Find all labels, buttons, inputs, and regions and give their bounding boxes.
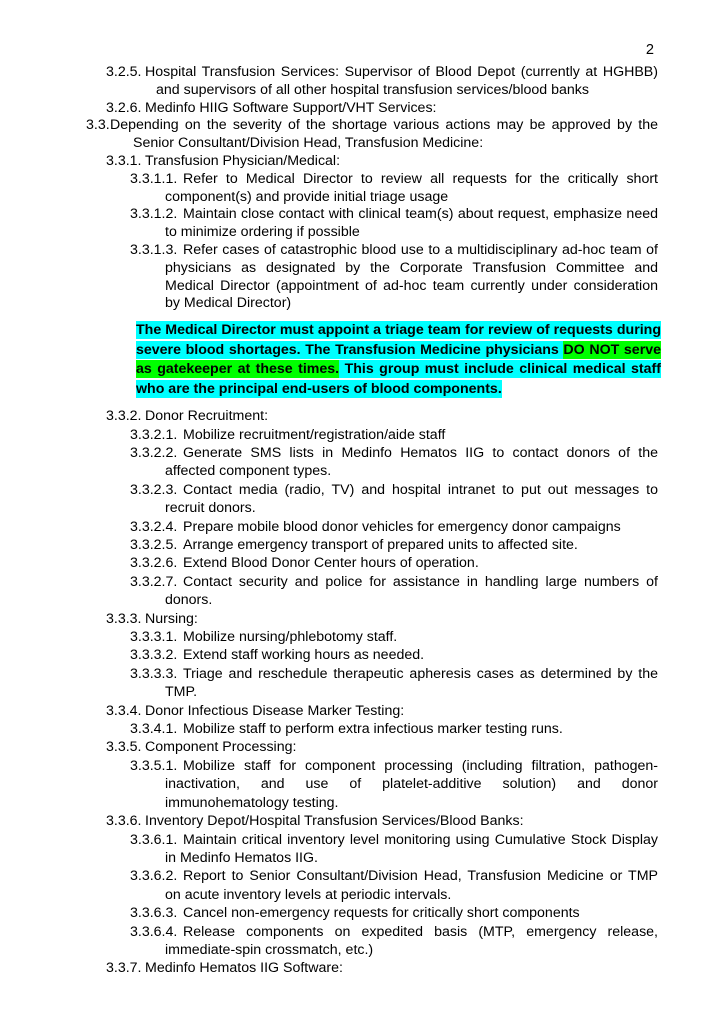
item-text: Donor Infectious Disease Marker Testing:: [145, 702, 405, 719]
item-3-3-2-1: [0, 426, 658, 444]
item-number: 3.3.7.: [106, 960, 142, 977]
item-number: 3.3.2.2.: [130, 444, 178, 461]
item-number: 3.3.3.3.: [130, 665, 178, 682]
item-number: 3.3.1.: [106, 152, 142, 169]
item-3-3-1-3: [0, 242, 658, 313]
item-number: 3.3.3.: [106, 610, 142, 627]
item-number: 3.2.6.: [106, 99, 142, 116]
item-3-3-1-1: [0, 171, 658, 207]
item-number: 3.3.6.1.: [130, 831, 178, 848]
section-before-note: [0, 64, 724, 313]
item-text: Mobilize staff for component processing (including filtration, pathogen-inactivation, and use of platelet-additive solution) and donor immunohematology testing.: [165, 757, 658, 811]
item-3-3-1-2: [0, 206, 658, 242]
page-number: 2: [645, 42, 654, 58]
item-number: 3.3.5.: [106, 739, 142, 756]
item-text: Component Processing:: [145, 739, 297, 756]
item-text: Medinfo HIIG Software Support/VHT Services:: [145, 99, 437, 116]
item-number: 3.3.5.1.: [130, 757, 178, 774]
note-emphasis-segment: DO NOT serve as gatekeeper at these times.: [136, 341, 661, 378]
item-number: 3.3.: [86, 117, 110, 134]
item-text: Mobilize recruitment/registration/aide staff: [183, 426, 446, 443]
item-3-3-4: [0, 702, 658, 720]
item-number: 3.3.4.1.: [130, 721, 178, 738]
item-3-3-2-2: [0, 444, 658, 481]
item-number: 3.3.2.7.: [130, 573, 178, 590]
item-3-3-1: [0, 153, 658, 171]
item-number: 3.2.5.: [106, 64, 142, 80]
item-text: Hospital Transfusion Services: Supervisor of Blood Depot (currently at HGHBB) and supervisors of all other hospital transfusion services/blood banks: [145, 64, 658, 98]
highlighted-note: [136, 321, 661, 399]
item-3-3-4-1: [0, 720, 658, 738]
item-text: Mobilize nursing/phlebotomy staff.: [183, 629, 398, 646]
item-3-3-6-4: [0, 923, 658, 960]
item-3-3-2-6: [0, 554, 658, 572]
note-segment: This group must include clinical medical staff who are the principal end-users of blood components.: [136, 361, 661, 397]
item-number: 3.3.1.3.: [130, 241, 178, 258]
item-number: 3.3.3.2.: [130, 647, 178, 664]
item-text: Transfusion Physician/Medical:: [145, 152, 341, 169]
item-number: 3.3.2.1.: [130, 426, 178, 443]
item-number: 3.3.6.: [106, 813, 142, 830]
item-3-3-6-2: [0, 867, 658, 904]
item-number: 3.3.6.3.: [130, 905, 178, 922]
item-3-3-6: [0, 812, 658, 830]
item-3-3-6-3: [0, 904, 658, 922]
note-segment: The Medical Director must appoint a triage team for review of requests during severe blood shortages. The Transfusion Medicine physicians: [136, 322, 661, 358]
item-3-3-6-1: [0, 831, 658, 868]
section-after-note: [0, 407, 724, 978]
item-3-3-5-1: [0, 757, 658, 812]
item-text: Medinfo Hematos IIG Software:: [145, 960, 343, 977]
item-text: Refer to Medical Director to review all requests for the critically short component(s) and provide initial triage usage: [165, 170, 658, 205]
item-number: 3.3.2.4.: [130, 518, 178, 535]
item-3-3-2-7: [0, 573, 658, 610]
item-text: Mobilize staff to perform extra infectious marker testing runs.: [183, 721, 563, 738]
item-3-3-3: [0, 610, 658, 628]
item-text: Contact media (radio, TV) and hospital intranet to put out messages to recruit donors.: [165, 481, 658, 517]
item-text: Prepare mobile blood donor vehicles for emergency donor campaigns: [183, 518, 621, 535]
item-3-3-2-5: [0, 536, 658, 554]
item-number: 3.3.2.6.: [130, 555, 178, 572]
item-3-3-3-3: [0, 665, 658, 702]
item-3-2-5: [0, 64, 658, 100]
item-text: Depending on the severity of the shortage various actions may be approved by the Senior Consultant/Division Head, Transfusion Medicine:: [110, 117, 658, 152]
item-3-3: [0, 117, 658, 153]
item-number: 3.3.4.: [106, 702, 142, 719]
item-text: Refer cases of catastrophic blood use to a multidisciplinary ad-hoc team of physicians as designated by the Corporate Transfusion Committee and Medical Director (appointment of ad-hoc team currently under consideration by Medical Director): [165, 241, 658, 312]
item-text: Maintain close contact with clinical team(s) about request, emphasize need to minimize ordering if possible: [165, 206, 658, 241]
item-text: Cancel non-emergency requests for critically short components: [183, 905, 580, 922]
item-text: Report to Senior Consultant/Division Head, Transfusion Medicine or TMP on acute inventory levels at periodic intervals.: [165, 868, 658, 903]
item-3-3-3-1: [0, 628, 658, 646]
item-number: 3.3.2.5.: [130, 537, 178, 553]
item-3-3-5: [0, 738, 658, 756]
item-number: 3.3.6.4.: [130, 923, 178, 940]
item-text: Donor Recruitment:: [145, 408, 269, 425]
item-text: Maintain critical inventory level monitoring using Cumulative Stock Display in Medinfo Hematos IIG.: [165, 831, 658, 866]
item-3-3-7: [0, 959, 658, 977]
item-3-3-2: [0, 407, 658, 425]
item-3-2-6: [0, 100, 658, 118]
item-text: Nursing:: [145, 610, 198, 627]
item-text: Release components on expedited basis (MTP, emergency release, immediate-spin crossmatch, etc.): [165, 923, 658, 958]
item-number: 3.3.3.1.: [130, 629, 178, 646]
item-number: 3.3.1.2.: [130, 206, 178, 223]
item-text: Generate SMS lists in Medinfo Hematos IIG to contact donors of the affected component types.: [165, 444, 658, 480]
item-number: 3.3.2.: [106, 408, 142, 425]
item-3-3-2-3: [0, 481, 658, 518]
item-text: Arrange emergency transport of prepared units to affected site.: [183, 537, 578, 553]
item-text: Contact security and police for assistance in handling large numbers of donors.: [165, 573, 658, 609]
item-text: Triage and reschedule therapeutic apheresis cases as determined by the TMP.: [165, 665, 658, 701]
item-number: 3.3.6.2.: [130, 868, 178, 885]
item-3-3-3-2: [0, 646, 658, 664]
item-text: Extend staff working hours as needed.: [183, 647, 425, 664]
item-number: 3.3.2.3.: [130, 481, 178, 498]
item-text: Inventory Depot/Hospital Transfusion Services/Blood Banks:: [145, 813, 524, 830]
item-3-3-2-4: [0, 518, 658, 536]
item-text: Extend Blood Donor Center hours of operation.: [183, 555, 479, 572]
item-number: 3.3.1.1.: [130, 170, 178, 187]
